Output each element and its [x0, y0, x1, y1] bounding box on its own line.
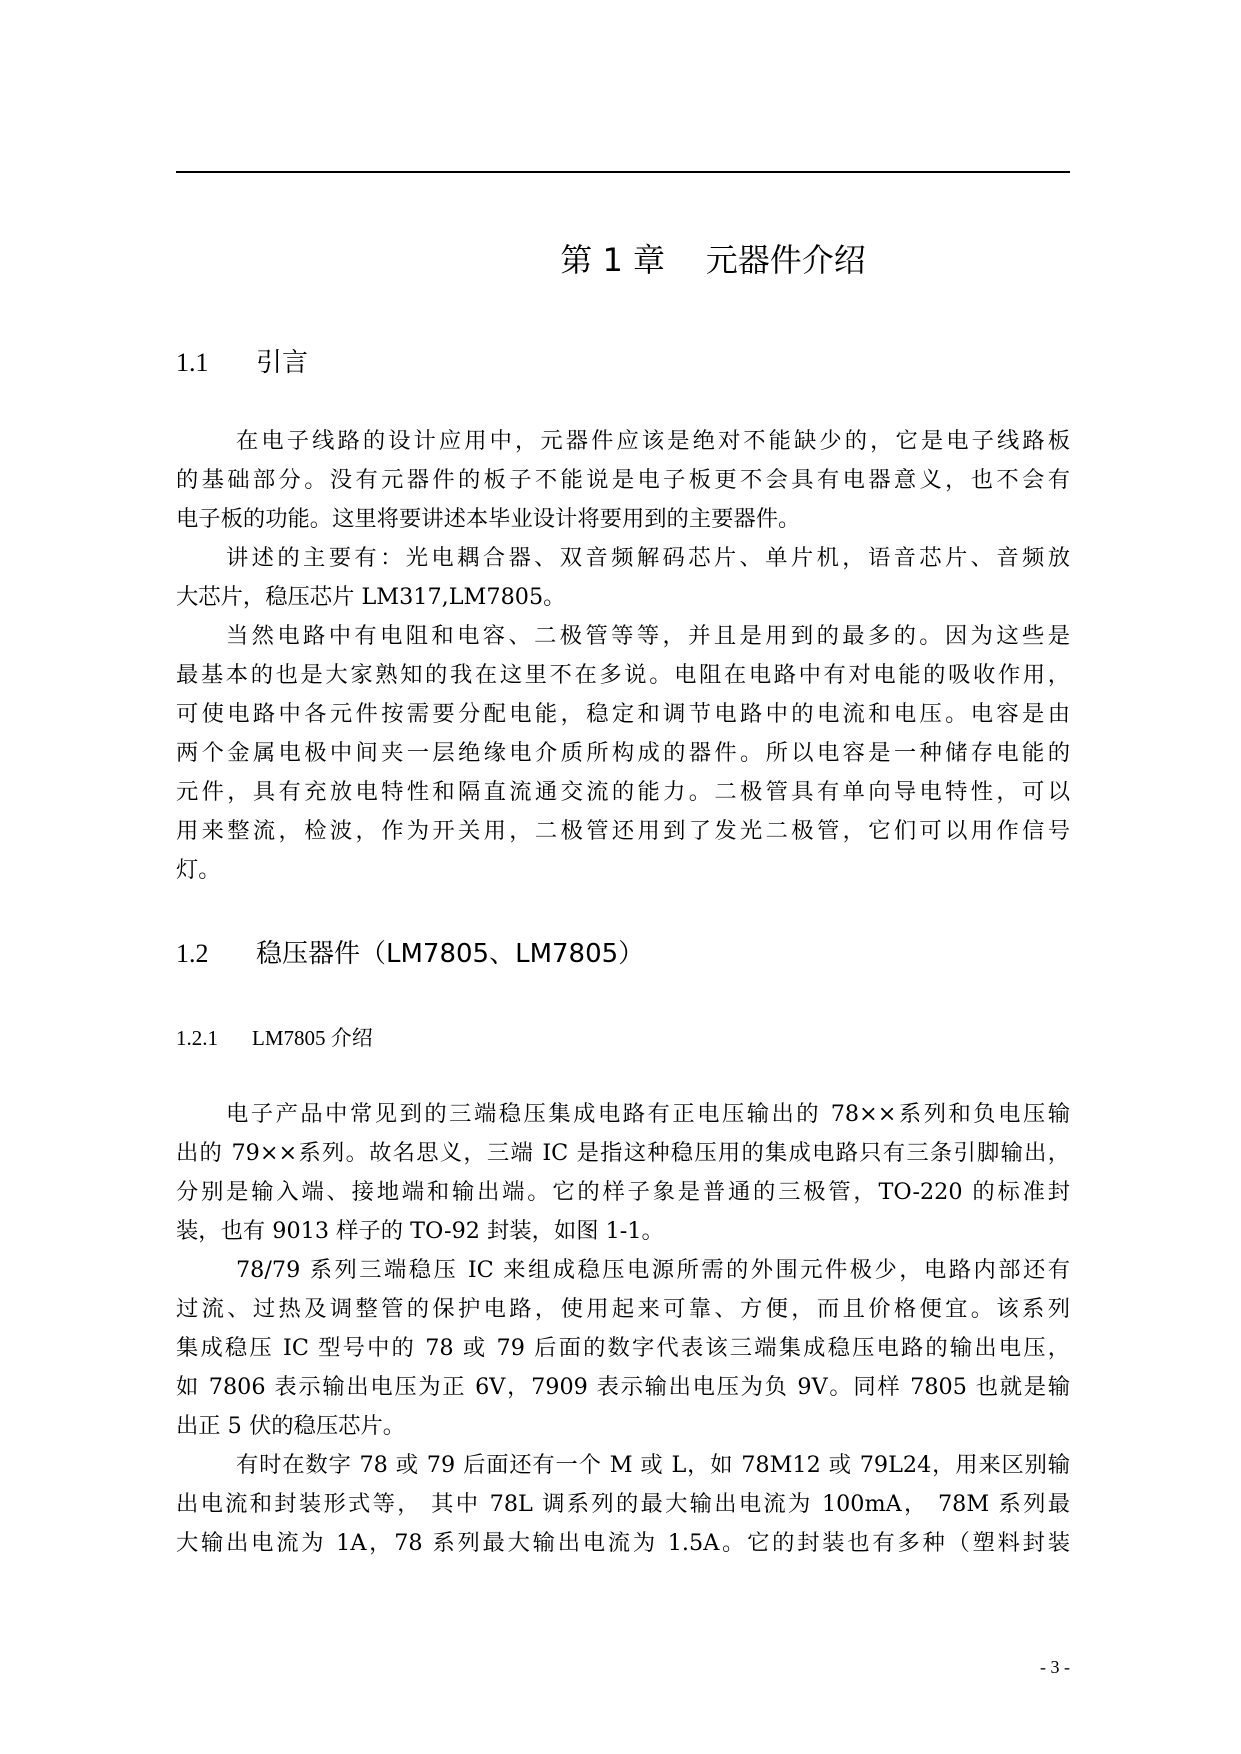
paragraph-line: 出的 79××系列。故名思义，三端 IC 是指这种稳压用的集成电路只有三条引脚输出，: [176, 1140, 1070, 1166]
subsection-heading-1-2-1: [176, 1022, 373, 1054]
section-heading-1-1: [176, 343, 308, 383]
paragraph-line: 元件，具有充放电特性和隔直流通交流的能力。二极管具有单向导电特性，可以: [176, 779, 1070, 805]
page-number: - 3 -: [1040, 1657, 1070, 1677]
paragraph-line: 用来整流，检波，作为开关用，二极管还用到了发光二极管，它们可以用作信号: [176, 818, 1070, 844]
chapter-title: 第 1 章 元器件介绍: [560, 241, 866, 279]
section-title: 引言: [256, 348, 309, 378]
paragraph-line: 大输出电流为 1A，78 系列最大输出电流为 1.5A。它的封装也有多种（塑料封装: [176, 1530, 1070, 1556]
paragraph-line: 当然电路中有电阻和电容、二极管等等，并且是用到的最多的。因为这些是: [226, 623, 1070, 649]
paragraph-line: 可使电路中各元件按需要分配电能，稳定和调节电路中的电流和电压。电容是由: [176, 701, 1070, 727]
paragraph-line: 在电子线路的设计应用中，元器件应该是绝对不能缺少的，它是电子线路板: [236, 428, 1070, 454]
paragraph-line: 电子产品中常见到的三端稳压集成电路有正电压输出的 78××系列和负电压输: [226, 1101, 1070, 1127]
paragraph-line: 过流、过热及调整管的保护电路，使用起来可靠、方便，而且价格便宜。该系列: [176, 1296, 1070, 1322]
paragraph-line: 最基本的也是大家熟知的我在这里不在多说。电阻在电路中有对电能的吸收作用，: [176, 662, 1070, 688]
section-number: 1.2: [176, 939, 209, 968]
section-heading-1-2: [176, 934, 644, 974]
paragraph-line: 分别是输入端、接地端和输出端。它的样子象是普通的三极管，TO-220 的标准封: [176, 1179, 1070, 1205]
header-rule: [176, 171, 1070, 173]
paragraph-line: 如 7806 表示输出电压为正 6V，7909 表示输出电压为负 9V。同样 7805 也就是输: [176, 1374, 1070, 1400]
paragraph-line: 装，也有 9013 样子的 TO-92 封装，如图 1-1。: [176, 1218, 664, 1244]
paragraph-line: 出正 5 伏的稳压芯片。: [176, 1413, 406, 1439]
paragraph-line: 的基础部分。没有元器件的板子不能说是电子板更不会具有电器意义，也不会有: [176, 467, 1070, 493]
subsection-number: 1.2.1: [176, 1026, 218, 1050]
paragraph-line: 灯。: [176, 857, 221, 883]
paragraph-line: 集成稳压 IC 型号中的 78 或 79 后面的数字代表该三端集成稳压电路的输出电压，: [176, 1335, 1070, 1361]
section-number: 1.1: [176, 348, 209, 377]
paragraph-line: 有时在数字 78 或 79 后面还有一个 M 或 L，如 78M12 或 79L24，用来区别输: [236, 1452, 1070, 1478]
subsection-title: LM7805 介绍: [252, 1026, 373, 1050]
paragraph-line: 电子板的功能。这里将要讲述本毕业设计将要用到的主要器件。: [176, 506, 801, 532]
section-title: 稳压器件（LM7805、LM7805）: [256, 939, 645, 969]
paragraph-line: 两个金属电极中间夹一层绝缘电介质所构成的器件。所以电容是一种储存电能的: [176, 740, 1070, 766]
paragraph-line: 大芯片，稳压芯片 LM317,LM7805。: [176, 584, 566, 610]
paragraph-line: 出电流和封装形式等， 其中 78L 调系列的最大输出电流为 100mA， 78M 系列最: [176, 1491, 1070, 1517]
paragraph-line: 讲述的主要有：光电耦合器、双音频解码芯片、单片机，语音芯片、音频放: [226, 545, 1070, 571]
paragraph-line: 78/79 系列三端稳压 IC 来组成稳压电源所需的外围元件极少，电路内部还有: [236, 1257, 1070, 1283]
